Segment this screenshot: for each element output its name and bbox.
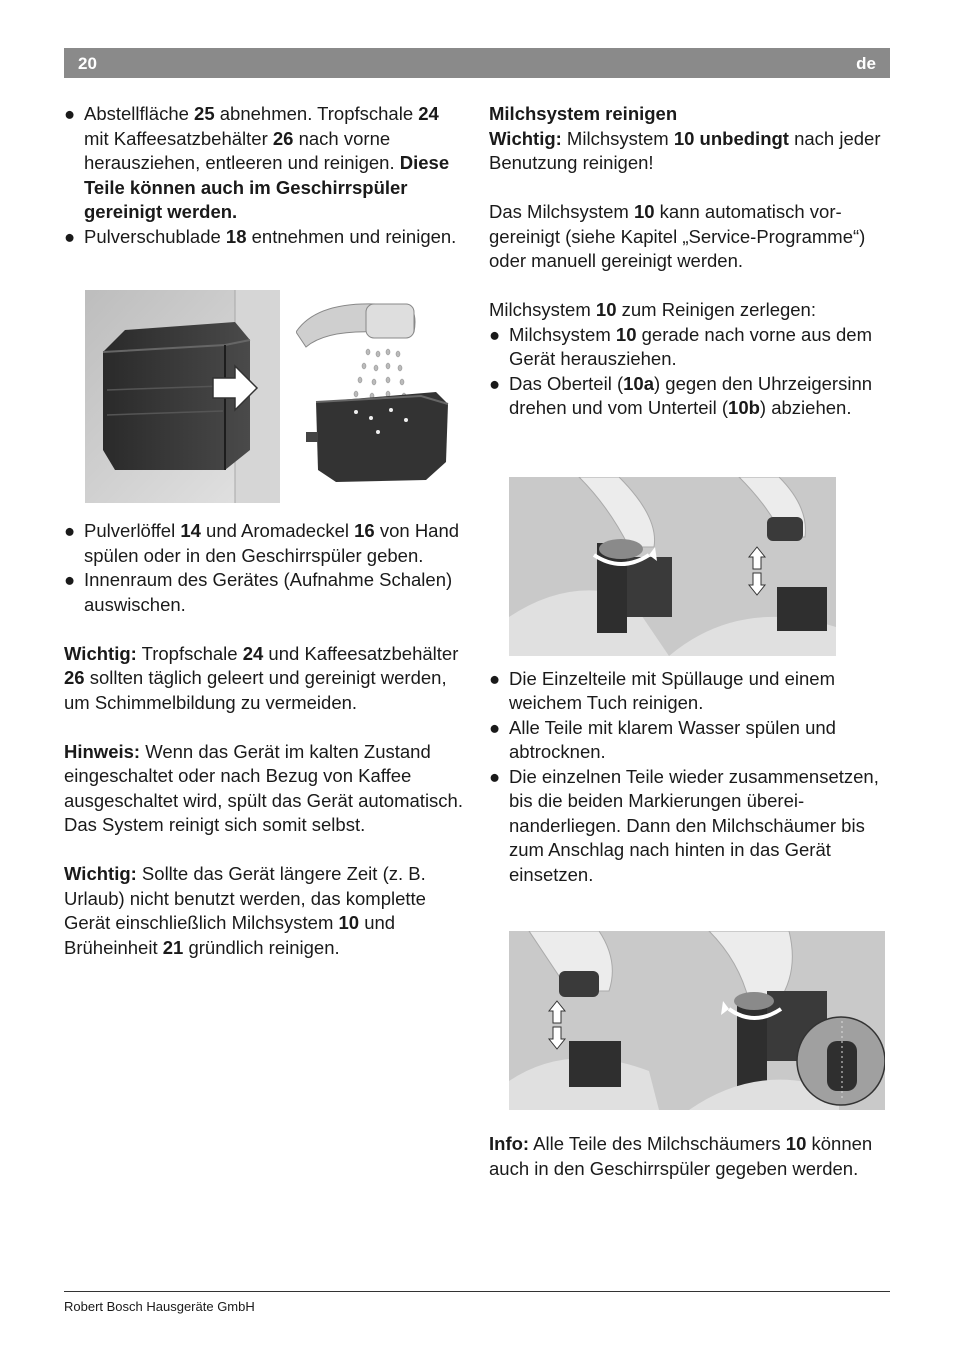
rinsing-under-tap-illustration (296, 292, 450, 483)
milk-system-disassembly-illustration (509, 477, 836, 656)
list-item: ● Alle Teile mit klarem Wasser spülen und abtrocknen. (489, 716, 836, 762)
dishwasher-note: Diese Teile können auch im Geschirrspüler gereinigt werden. (84, 152, 450, 222)
left-column (64, 102, 464, 960)
info-note: Info: Alle Teile des Milchschäumers 10 können auch in den Geschirrspüler gegeben werden. (489, 1133, 873, 1179)
bullet-icon: ● (489, 372, 501, 394)
paragraph-auto-clean: Das Milchsystem 10 kann automatisch vorgereinigt (siehe Kapitel „Service-Programme“) oder manuell gereinigt werden. (489, 201, 866, 271)
bullet-icon: ● (64, 569, 76, 590)
bullet-icon: ● (64, 225, 76, 247)
bullet-icon: ● (64, 520, 76, 541)
bullet-icon: ● (489, 667, 501, 689)
bullet-icon: ● (489, 765, 501, 787)
important-note-vacation: Wichtig: Sollte das Gerät längere Zeit (z. B. Urlaub) nicht benutzt werden, das komplette Gerät einschließlich Milchsystem 10 und Brüheinheit 21 gründlich reinigen. (64, 863, 426, 958)
hint-note: Hinweis: Wenn das Gerät im kalten Zustand eingeschaltet oder nach Bezug von Kaffee ausgeschaltet wird, spült das Gerät automatisch. Das System reinigt sich somit selbst. (64, 740, 463, 835)
list-item: ● Die einzelnen Teile wieder zusammensetzen, bis die beiden Markierungen übereinanderliegen. Dann den Milchschäumer bis zum Anschlag nach hinten in das Gerät einsetzen. (489, 765, 879, 885)
important-note-daily: Wichtig: Tropfschale 24 und Kaffeesatzbehälter 26 sollten täglich geleert und gereinigt werden, um Schimmelbildung zu vermeiden. (64, 642, 459, 713)
list-item: ● Innenraum des Gerätes (Aufnahme Schalen) auswischen. (64, 569, 453, 615)
page-header-bar (64, 48, 890, 78)
list-item: ● Pulverschublade 18 entnehmen und reinigen. (64, 225, 464, 250)
language-code: de (856, 54, 876, 73)
drawer-removal-illustration (85, 290, 280, 503)
list-item: ● Die Einzelteile mit Spüllauge und einem weichem Tuch reinigen. (489, 667, 835, 713)
bullet-icon: ● (489, 323, 501, 345)
important-note-daily-clean: Wichtig: Milchsystem 10 unbedingt nach jeder Benutzung reinigen! (489, 127, 881, 173)
list-item: ● Milchsystem 10 gerade nach vorne aus dem Gerät herausziehen. (489, 323, 872, 369)
milk-system-assembly-illustration (509, 931, 885, 1110)
list-item: ● Das Oberteil (10a) gegen den Uhrzeigersinn drehen und vom Unterteil (10b) abziehen. (489, 372, 873, 418)
bullet-icon: ● (489, 716, 501, 738)
page-number: 20 (78, 54, 97, 73)
section-heading: Milchsystem reinigen (489, 103, 678, 124)
list-item: ● Pulverlöffel 14 und Aromadeckel 16 von Hand spülen oder in den Geschirrspüler geben. (64, 520, 460, 566)
footer-company: Robert Bosch Hausgeräte GmbH (64, 1299, 255, 1314)
footer-divider (64, 1291, 890, 1292)
list-item: ● Abstellfläche 25 abnehmen. Tropfschale 24 mit Kaffeesatzbehälter 26 nach vorne herausziehen, entleeren und reinigen. Diese Teile können auch im Geschirrspüler gereinigt werden. (64, 103, 450, 222)
paragraph-disassemble: Milchsystem 10 zum Reinigen zerlegen: (489, 299, 816, 320)
bullet-icon: ● (64, 103, 76, 124)
